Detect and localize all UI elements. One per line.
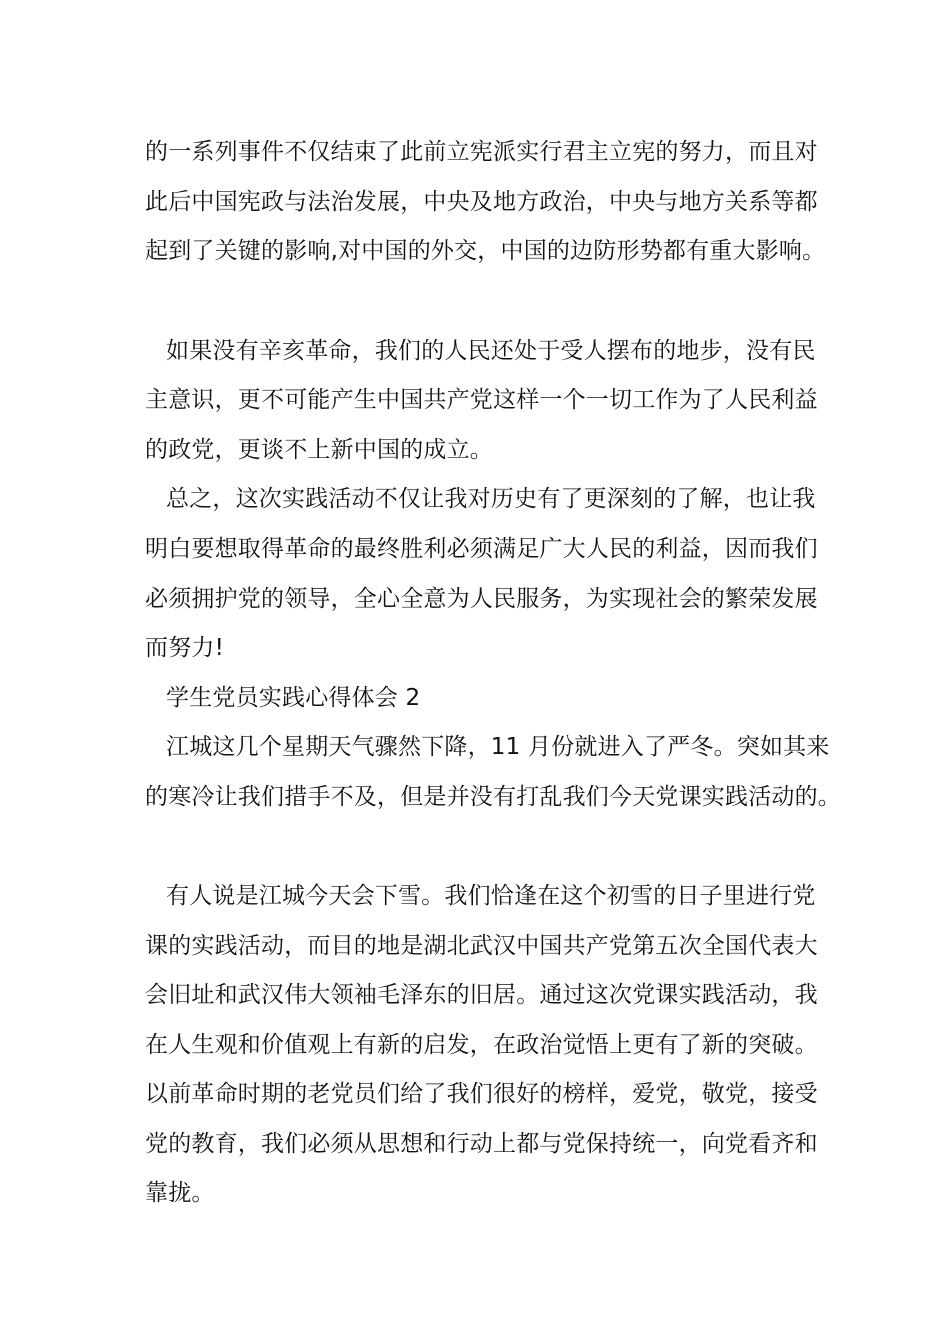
text-line: 党的教育，我们必须从思想和行动上都与党保持统一，向党看齐和: [145, 1131, 818, 1157]
text-line: 课的实践活动，而目的地是湖北武汉中国共产党第五次全国代表大: [145, 933, 818, 959]
text-line: 总之，这次实践活动不仅让我对历史有了更深刻的了解，也让我: [166, 486, 816, 512]
text-line: 的寒冷让我们措手不及，但是并没有打乱我们今天党课实践活动的。: [145, 784, 841, 810]
text-line: 会旧址和武汉伟大领袖毛泽东的旧居。通过这次党课实践活动，我: [145, 982, 818, 1008]
text-line: 明白要想取得革命的最终胜利必须满足广大人民的利益，因而我们: [145, 536, 818, 562]
text-line: 在人生观和价值观上有新的启发，在政治觉悟上更有了新的突破。: [145, 1032, 818, 1058]
text-line: 如果没有辛亥革命，我们的人民还处于受人摆布的地步，没有民: [166, 338, 816, 364]
text-line: 靠拢。: [145, 1180, 215, 1206]
text-line: 主意识，更不可能产生中国共产党这样一个一切工作为了人民利益: [145, 387, 818, 413]
text-line: 的一系列事件不仅结束了此前立宪派实行君主立宪的努力，而且对: [145, 139, 818, 165]
text-line: 而努力!: [145, 635, 225, 661]
text-line: 江城这几个星期天气骤然下降，11 月份就进入了严冬。突如其来: [166, 734, 830, 760]
text-line: 起到了关键的影响,对中国的外交，中国的边防形势都有重大影响。: [145, 238, 826, 264]
text-line: 以前革命时期的老党员们给了我们很好的榜样，爱党，敬党，接受: [145, 1081, 818, 1107]
section-heading: 学生党员实践心得体会 2: [166, 685, 421, 711]
text-line: 必须拥护党的领导，全心全意为人民服务，为实现社会的繁荣发展: [145, 586, 818, 612]
text-line: 的政党，更谈不上新中国的成立。: [145, 437, 493, 463]
text-line: 有人说是江城今天会下雪。我们恰逢在这个初雪的日子里进行党: [166, 883, 816, 909]
text-line: 此后中国宪政与法治发展，中央及地方政治，中央与地方关系等都: [145, 189, 818, 215]
